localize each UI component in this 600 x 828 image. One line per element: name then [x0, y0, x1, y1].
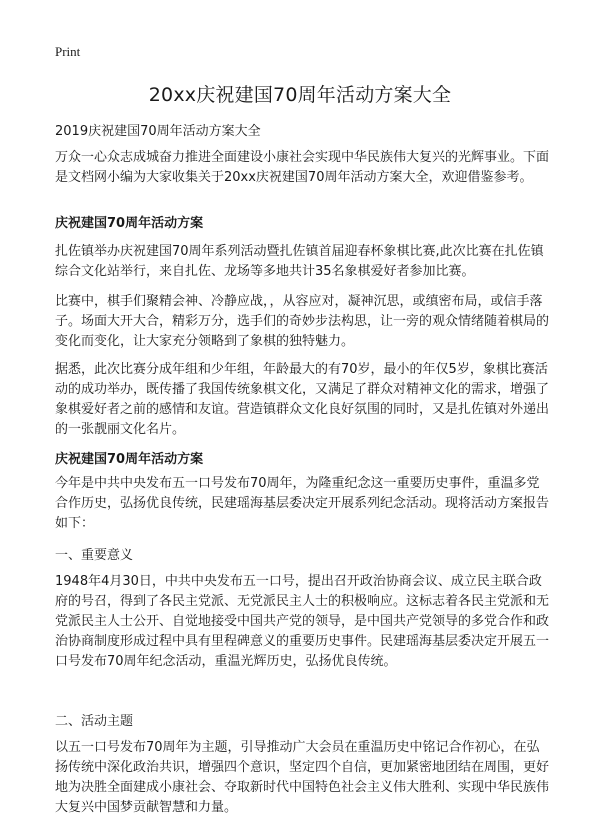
paragraph-3: 据悉，此次比赛分成年组和少年组，年龄最大的有70岁，最小的年仅5岁，象棋比赛活动的成功举办，既传播了我国传统象棋文化，又满足了群众对精神文化的需求，增强了象棋爱好者之前的感情和友谊。营造镇群众文化良好氛围的同时，又是扎佐镇对外递出的一张靓丽文化名片。 — [55, 362, 550, 437]
print-link[interactable]: Print — [55, 44, 81, 59]
document-subtitle: 2019庆祝建国70周年活动方案大全 — [55, 124, 261, 139]
paragraph-6: 以五一口号发布70周年为主题，引导推动广大会员在重温历史中铭记合作初心，在弘扬传统中深化政治共识，增强四个意识，坚定四个自信，更加紧密地团结在周围，更好地为决胜全面建成小康社会、夺取新时代中国特色社会主义伟大胜利、实现中华民族伟大复兴中国梦贡献智慧和力量。 — [55, 740, 550, 815]
paragraph-1: 扎佐镇举办庆祝建国70周年系列活动暨扎佐镇首届迎春杯象棋比赛,此次比赛在扎佐镇综合文化站举行，来自扎佐、龙场等多地共计35名象棋爱好者参加比赛。 — [55, 244, 544, 279]
section-title-significance: 一、重要意义 — [55, 548, 134, 563]
paragraph-4: 今年是中共中央发布五一口号发布70周年，为隆重纪念这一重要历史事件，重温多党合作历史，弘扬优良传统，民建瑶海基层委决定开展系列纪念活动。现将活动方案报告如下： — [55, 476, 550, 531]
section-title-theme: 二、活动主题 — [55, 714, 134, 729]
paragraph-2: 比赛中，棋手们聚精会神、冷静应战，，从容应对，凝神沉思，或缜密布局，或信手落子。场面大开大合，精彩万分，选手们的奇妙步法构思，让一旁的观众情绪随着棋局的变化而变化，让大家充分领略到了象棋的独特魅力。 — [55, 294, 550, 349]
section-heading-1: 庆祝建国70周年活动方案 — [55, 216, 204, 231]
page-title: 20xx庆祝建国70周年活动方案大全 — [148, 84, 452, 106]
paragraph-5: 1948年4月30日，中共中央发布五一口号，提出召开政治协商会议、成立民主联合政府的号召，得到了各民主党派、无党派民主人士的积极响应。这标志着各民主党派和无党派民主人士公开、自觉地接受中国共产党的领导，是中国共产党领导的多党合作和政治协商制度形成过程中具有里程碑意义的重要历史事件。民建瑶海基层委决定开展五一口号发布70周年纪念活动，重温光辉历史，弘扬优良传统。 — [55, 574, 550, 669]
section-heading-2: 庆祝建国70周年活动方案 — [55, 452, 204, 467]
intro-paragraph: 万众一心众志成城奋力推进全面建设小康社会实现中华民族伟大复兴的光辉事业。下面是文档网小编为大家收集关于20xx庆祝建国70周年活动方案大全，欢迎借鉴参考。 — [55, 150, 550, 185]
